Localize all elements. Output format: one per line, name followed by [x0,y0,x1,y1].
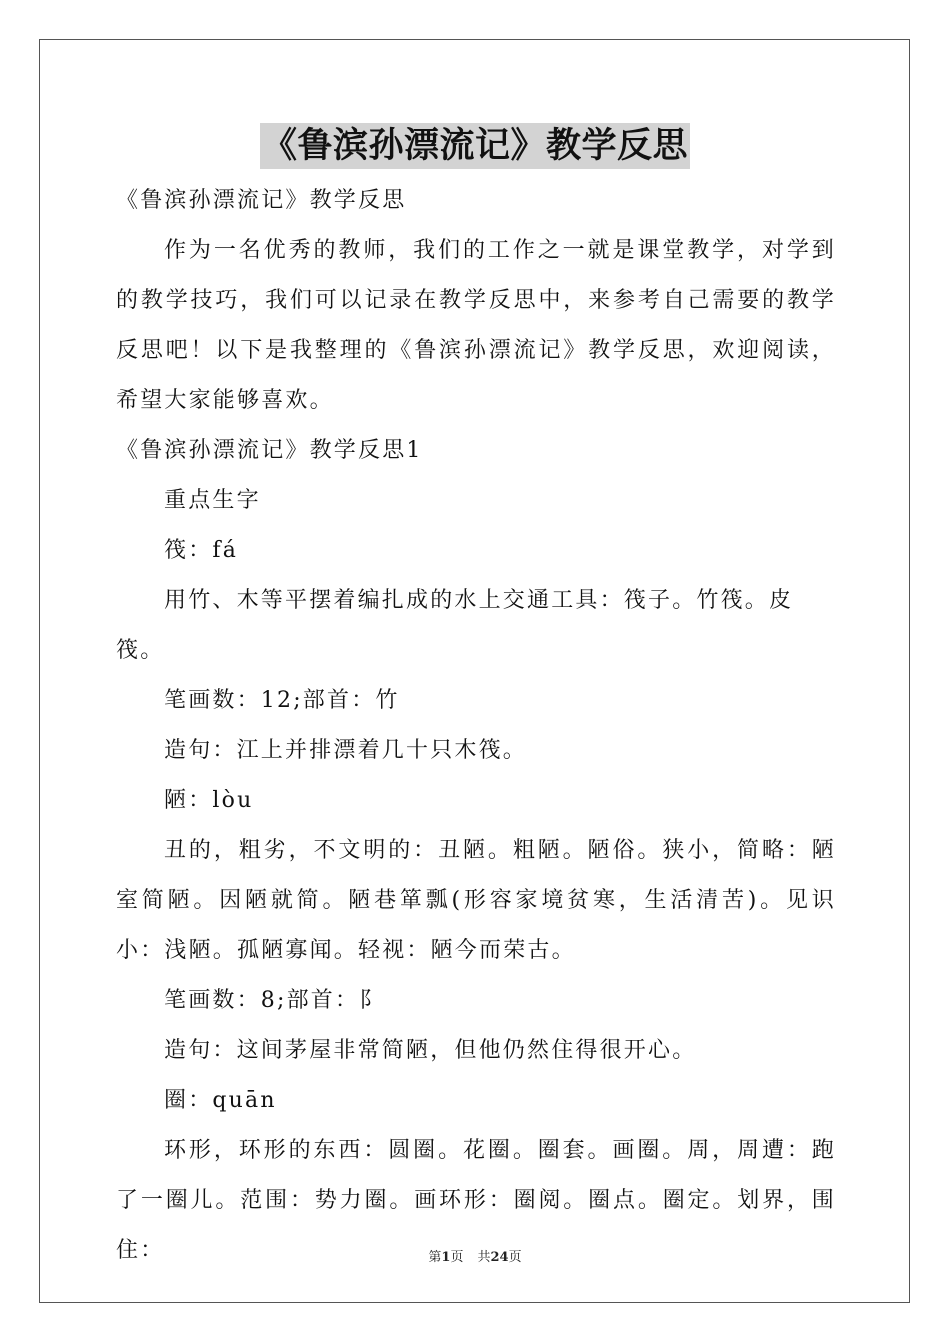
paragraph: 用竹、木等平摆着编扎成的水上交通工具：筏子。竹筏。皮筏。 [116,588,794,663]
paragraph: 环形，环形的东西：圆圈。花圈。圈套。画圈。周，周遭：跑了一圈儿。范围：势力圈。画环形：圈阅。圈点。圈定。划界，围住： [116,1138,836,1263]
total-pages: 24 [490,1250,509,1265]
page-label-pre: 第 [428,1250,442,1265]
section-heading: 《鲁滨孙漂流记》教学反思1 [116,438,423,463]
paragraph: 笔画数：8;部首：阝 [164,988,384,1013]
page-number: 1 [441,1250,451,1265]
paragraph: 丑的，粗劣，不文明的：丑陋。粗陋。陋俗。狭小，简略：陋室简陋。因陋就简。陋巷箪瓢(形容家境贫寒，生活清苦)。见识小：浅陋。孤陋寡闻。轻视：陋今而荣古。 [116,838,836,963]
total-label-pre: 共 [477,1250,491,1265]
paragraph: 圈：quān [164,1088,277,1113]
page-footer [0,1246,950,1265]
document-body [116,176,836,1276]
paragraph: 造句：江上并排漂着几十只木筏。 [164,738,528,763]
paragraph: 《鲁滨孙漂流记》教学反思 [116,188,407,213]
paragraph: 作为一名优秀的教师，我们的工作之一就是课堂教学，对学到的教学技巧，我们可以记录在教学反思中，来参考自己需要的教学反思吧！以下是我整理的《鲁滨孙漂流记》教学反思，欢迎阅读，希望大家能够喜欢。 [116,238,836,413]
paragraph: 筏：fá [164,538,239,563]
page-label-post: 页 [450,1250,464,1265]
document-title: 《鲁滨孙漂流记》教学反思 [260,123,690,169]
paragraph: 造句：这间茅屋非常简陋，但他仍然住得很开心。 [164,1038,697,1063]
paragraph: 陋：lòu [164,788,254,813]
title-container [0,123,950,169]
paragraph: 重点生字 [164,488,261,513]
paragraph: 笔画数：12;部首：竹 [164,688,400,713]
total-label-post: 页 [508,1250,522,1265]
